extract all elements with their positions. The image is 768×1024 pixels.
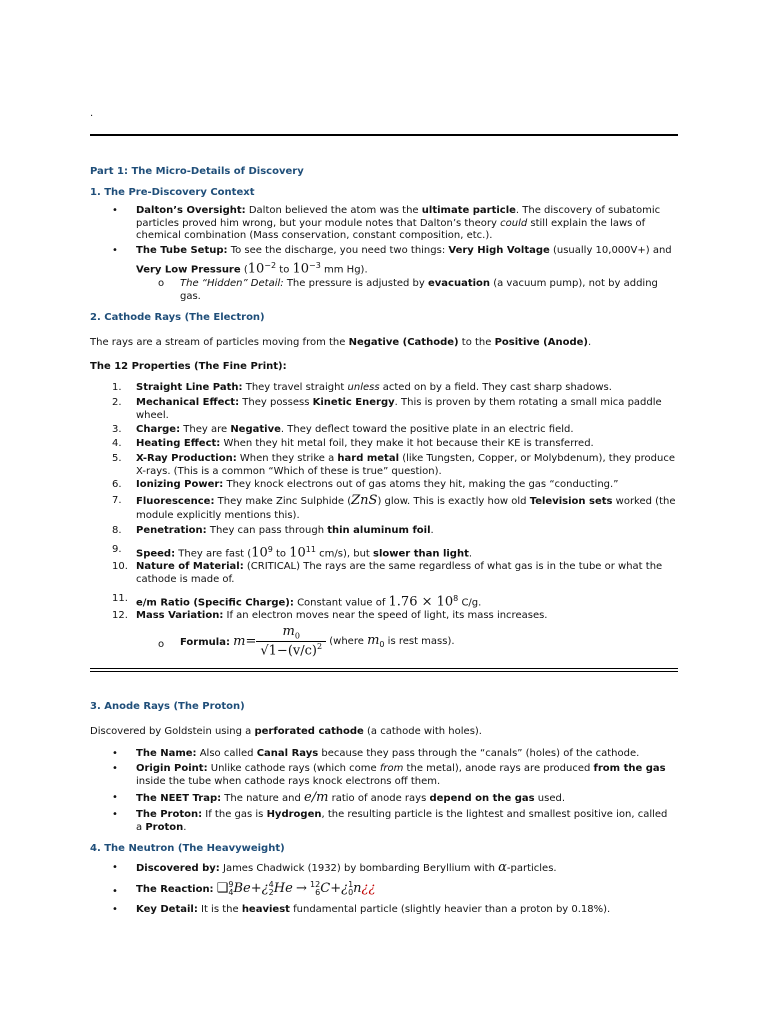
- math: m=: [233, 633, 257, 649]
- strong-text: perforated cathode: [254, 726, 364, 737]
- bullet-label: The Name:: [136, 748, 197, 759]
- text: used.: [534, 793, 566, 804]
- text: .: [183, 821, 187, 833]
- math: ¿¿: [361, 881, 376, 896]
- strong-text: Positive (Anode): [494, 337, 588, 348]
- text: to: [276, 264, 293, 276]
- em-text: unless: [347, 382, 380, 393]
- list-number: 12.: [112, 610, 128, 621]
- text: . This is proven by them rotating a small mica paddle wheel.: [136, 397, 662, 421]
- text: When they hit metal foil, they make it hot because their KE is transferred.: [220, 438, 594, 449]
- text: ) glow. This is exactly how old: [377, 496, 530, 507]
- bullet-label: The Tube Setup:: [136, 245, 228, 256]
- list-number: 9.: [112, 544, 122, 555]
- math: e/m: [304, 790, 329, 805]
- bullet-label: Dalton’s Oversight:: [136, 205, 246, 216]
- text: worked (the module explicitly mentions this).: [136, 496, 676, 521]
- text: inside the tube when cathode rays knock electrons off them.: [136, 775, 441, 787]
- text: still explain the laws of chemical combination (Mass conservation, constant composition, etc.).: [136, 217, 646, 241]
- math: α: [498, 860, 507, 875]
- text: fundamental particle (slightly heavier than a proton by 0.18%).: [289, 904, 611, 915]
- text: They knock electrons out of gas atoms they hit, making the gas “conducting.”: [223, 479, 619, 490]
- text: Unlike cathode rays (which come: [207, 763, 380, 774]
- math: n: [353, 881, 362, 896]
- text: The pressure is adjusted by: [283, 278, 428, 289]
- bullet-mark: •: [112, 205, 118, 216]
- text: Constant value of: [293, 597, 389, 609]
- section-2-title: 2. Cathode Rays (The Electron): [90, 312, 265, 323]
- math-exponent: 1: [348, 880, 354, 889]
- item-label: Charge:: [136, 424, 181, 435]
- text: because they pass through the “canals” (holes) of the cathode.: [318, 748, 640, 759]
- bullet-mark: •: [112, 763, 118, 774]
- item-label: Heating Effect:: [136, 438, 221, 449]
- bullet-label: Origin Point:: [136, 763, 208, 774]
- item-label: Penetration:: [136, 525, 207, 536]
- math-exponent: 9: [267, 545, 273, 554]
- bullet-label: The Reaction:: [136, 884, 214, 895]
- math-exponent: 11: [305, 545, 316, 554]
- text: Also called: [196, 748, 257, 759]
- item-label: Fluorescence:: [136, 496, 215, 507]
- bullet-mark: •: [112, 904, 118, 915]
- math-subscript: 6: [315, 888, 321, 897]
- math: +: [250, 881, 262, 896]
- text: If the gas is: [202, 809, 267, 820]
- text: They travel straight: [242, 382, 348, 393]
- bullet-label: Key Detail:: [136, 904, 198, 915]
- bullet-label: The Proton:: [136, 809, 203, 820]
- text: When they strike a: [236, 453, 338, 464]
- item-label: Straight Line Path:: [136, 382, 243, 393]
- list-number: 11.: [112, 593, 128, 604]
- text: (: [240, 264, 248, 276]
- text: (CRITICAL) The rays are the same regardless of what gas is in the tube or what the cathode is made of.: [136, 561, 663, 585]
- strong-text: Negative (Cathode): [348, 337, 459, 348]
- text: (where: [326, 635, 368, 647]
- text: . The discovery of subatomic particles proved him wrong, but your module notes that Dalton’s theory: [136, 205, 661, 229]
- list-number: 6.: [112, 479, 122, 490]
- text: C/g.: [458, 597, 482, 609]
- top-dot: .: [90, 108, 94, 119]
- item-label: Ionizing Power:: [136, 479, 224, 490]
- text: They are: [180, 424, 231, 435]
- bullet-mark: •: [112, 792, 118, 803]
- strong-text: ultimate particle: [421, 205, 516, 216]
- strong-text: Proton: [145, 821, 184, 833]
- text: The nature and: [221, 793, 305, 804]
- math: He: [273, 881, 293, 896]
- strong-text: Kinetic Energy: [312, 397, 395, 408]
- item-label: Nature of Material:: [136, 561, 244, 572]
- list-number: 10.: [112, 561, 128, 572]
- text: Dalton believed the atom was the: [245, 205, 422, 216]
- text: (usually 10,000V+) and: [549, 245, 672, 256]
- bullet-mark: •: [112, 886, 118, 897]
- math-exponent: −2: [264, 261, 277, 270]
- bullet-mark: •: [112, 748, 118, 759]
- mass-fraction: [256, 624, 326, 658]
- math: Be: [233, 881, 251, 896]
- text: .: [468, 548, 473, 560]
- strong-text: Television sets: [529, 496, 613, 507]
- math: 10: [292, 261, 310, 277]
- list-number: 8.: [112, 525, 122, 536]
- text: Discovered by Goldstein using a: [90, 726, 255, 737]
- item-label: Speed:: [136, 548, 176, 560]
- text: The rays are a stream of particles moving from the: [90, 337, 349, 348]
- text: (a vacuum pump), not by adding gas.: [180, 278, 658, 302]
- text: James Chadwick (1932) by bombarding Beryllium with: [219, 863, 499, 874]
- list-number: 1.: [112, 382, 122, 393]
- mass-formula: [180, 624, 660, 658]
- list-number: 5.: [112, 453, 122, 464]
- text: to the: [458, 337, 495, 348]
- text: .: [430, 525, 434, 536]
- item-label: e/m Ratio (Specific Charge):: [136, 597, 294, 609]
- strong-text: depend on the gas: [429, 793, 535, 804]
- section-4-title: 4. The Neutron (The Heavyweight): [90, 843, 285, 854]
- em-text: from: [379, 763, 404, 774]
- math: +: [330, 881, 342, 896]
- strong-text: from the gas: [593, 763, 666, 774]
- bullet-mark: •: [112, 245, 118, 256]
- sub-bullet-mark: o: [158, 278, 165, 289]
- top-rule: [90, 134, 678, 136]
- strong-text: hard metal: [337, 453, 400, 464]
- math-exponent: 12: [310, 880, 321, 889]
- text: To see the discharge, you need two things:: [227, 245, 449, 256]
- math: ¿: [341, 881, 349, 896]
- math: m: [367, 632, 380, 648]
- strong-text: evacuation: [427, 278, 491, 289]
- list-number: 2.: [112, 397, 122, 408]
- item-label: X-Ray Production:: [136, 453, 237, 464]
- text: to: [272, 548, 290, 560]
- text: mm Hg).: [320, 264, 368, 276]
- text: They make Zinc Sulphide (: [214, 496, 352, 507]
- double-rule-bottom: [90, 671, 678, 672]
- anode-intro: [90, 725, 690, 738]
- math-subscript: 0: [348, 888, 354, 897]
- bullet-label: The NEET Trap:: [136, 793, 222, 804]
- section-1-title: 1. The Pre-Discovery Context: [90, 187, 255, 198]
- list-number: 4.: [112, 438, 122, 449]
- strong-text: Canal Rays: [256, 748, 319, 759]
- part-title: Part 1: The Micro-Details of Discovery: [90, 166, 304, 177]
- text: the metal), anode rays are produced: [403, 763, 594, 774]
- math-exponent: −3: [309, 261, 321, 270]
- math: C: [320, 881, 331, 896]
- text: If an electron moves near the speed of light, its mass increases.: [223, 610, 548, 621]
- em-text: The “Hidden” Detail:: [180, 278, 284, 289]
- text: .: [587, 337, 592, 348]
- text: , the resulting particle is the lightest and smallest positive ion, called a: [136, 809, 668, 833]
- item-label: Mass Variation:: [136, 610, 224, 621]
- math-exponent: 8: [453, 594, 459, 603]
- math-exponent: 2: [316, 641, 323, 651]
- text: They are fast (: [175, 548, 252, 560]
- cathode-intro: [90, 336, 690, 349]
- math: 10: [289, 545, 306, 561]
- math: ❑: [216, 881, 229, 896]
- bullet-mark: •: [112, 809, 118, 820]
- list-number: 3.: [112, 424, 122, 435]
- math-subscript: 0: [294, 631, 300, 641]
- text: (a cathode with holes).: [363, 726, 482, 737]
- list-number: 7.: [112, 495, 122, 506]
- math: m: [282, 624, 295, 639]
- item-label: Mechanical Effect:: [136, 397, 240, 408]
- bullet-mark: •: [112, 862, 118, 873]
- math-subscript: 2: [268, 888, 274, 897]
- strong-text: thin aluminum foil: [327, 525, 431, 536]
- text: ratio of anode rays: [328, 793, 430, 804]
- math: 10: [251, 545, 268, 561]
- section-3-title: 3. Anode Rays (The Proton): [90, 701, 245, 712]
- bullet-label: Discovered by:: [136, 863, 220, 874]
- properties-heading: The 12 Properties (The Fine Print):: [90, 361, 287, 372]
- math-subscript: 4: [228, 888, 234, 897]
- math: √1−(v/c): [260, 642, 317, 658]
- strong-text: Negative: [230, 424, 281, 435]
- strong-text: Very Low Pressure: [136, 264, 241, 276]
- math: 10: [247, 261, 265, 277]
- text: is rest mass).: [384, 635, 455, 647]
- text: (like Tungsten, Copper, or Molybdenum), they produce X-rays. (This is a common “Which of these is true” question).: [136, 453, 676, 477]
- math: ZnS: [351, 493, 378, 508]
- text: They possess: [239, 397, 313, 408]
- strong-text: Very High Voltage: [448, 245, 550, 256]
- text: They can pass through: [206, 525, 328, 536]
- strong-text: heaviest: [241, 904, 290, 915]
- text: It is the: [197, 904, 242, 915]
- math: →: [295, 881, 307, 896]
- math-exponent: 9: [228, 880, 234, 889]
- text: cm/s), but: [315, 548, 374, 560]
- strong-text: slower than light: [373, 548, 469, 560]
- math-subscript: 0: [379, 639, 385, 649]
- text: . They deflect toward the positive plate in an electric field.: [280, 424, 574, 435]
- em-text: could: [500, 217, 528, 229]
- double-rule-top: [90, 668, 678, 669]
- formula-label: Formula:: [180, 636, 230, 648]
- math-exponent: 4: [268, 880, 274, 889]
- math: ¿: [261, 881, 269, 896]
- text: -particles.: [506, 863, 557, 874]
- text: acted on by a field. They cast sharp shadows.: [379, 382, 612, 393]
- strong-text: Hydrogen: [266, 809, 322, 820]
- math: 1.76 × 10: [388, 594, 454, 610]
- sub-bullet-mark: o: [158, 639, 165, 650]
